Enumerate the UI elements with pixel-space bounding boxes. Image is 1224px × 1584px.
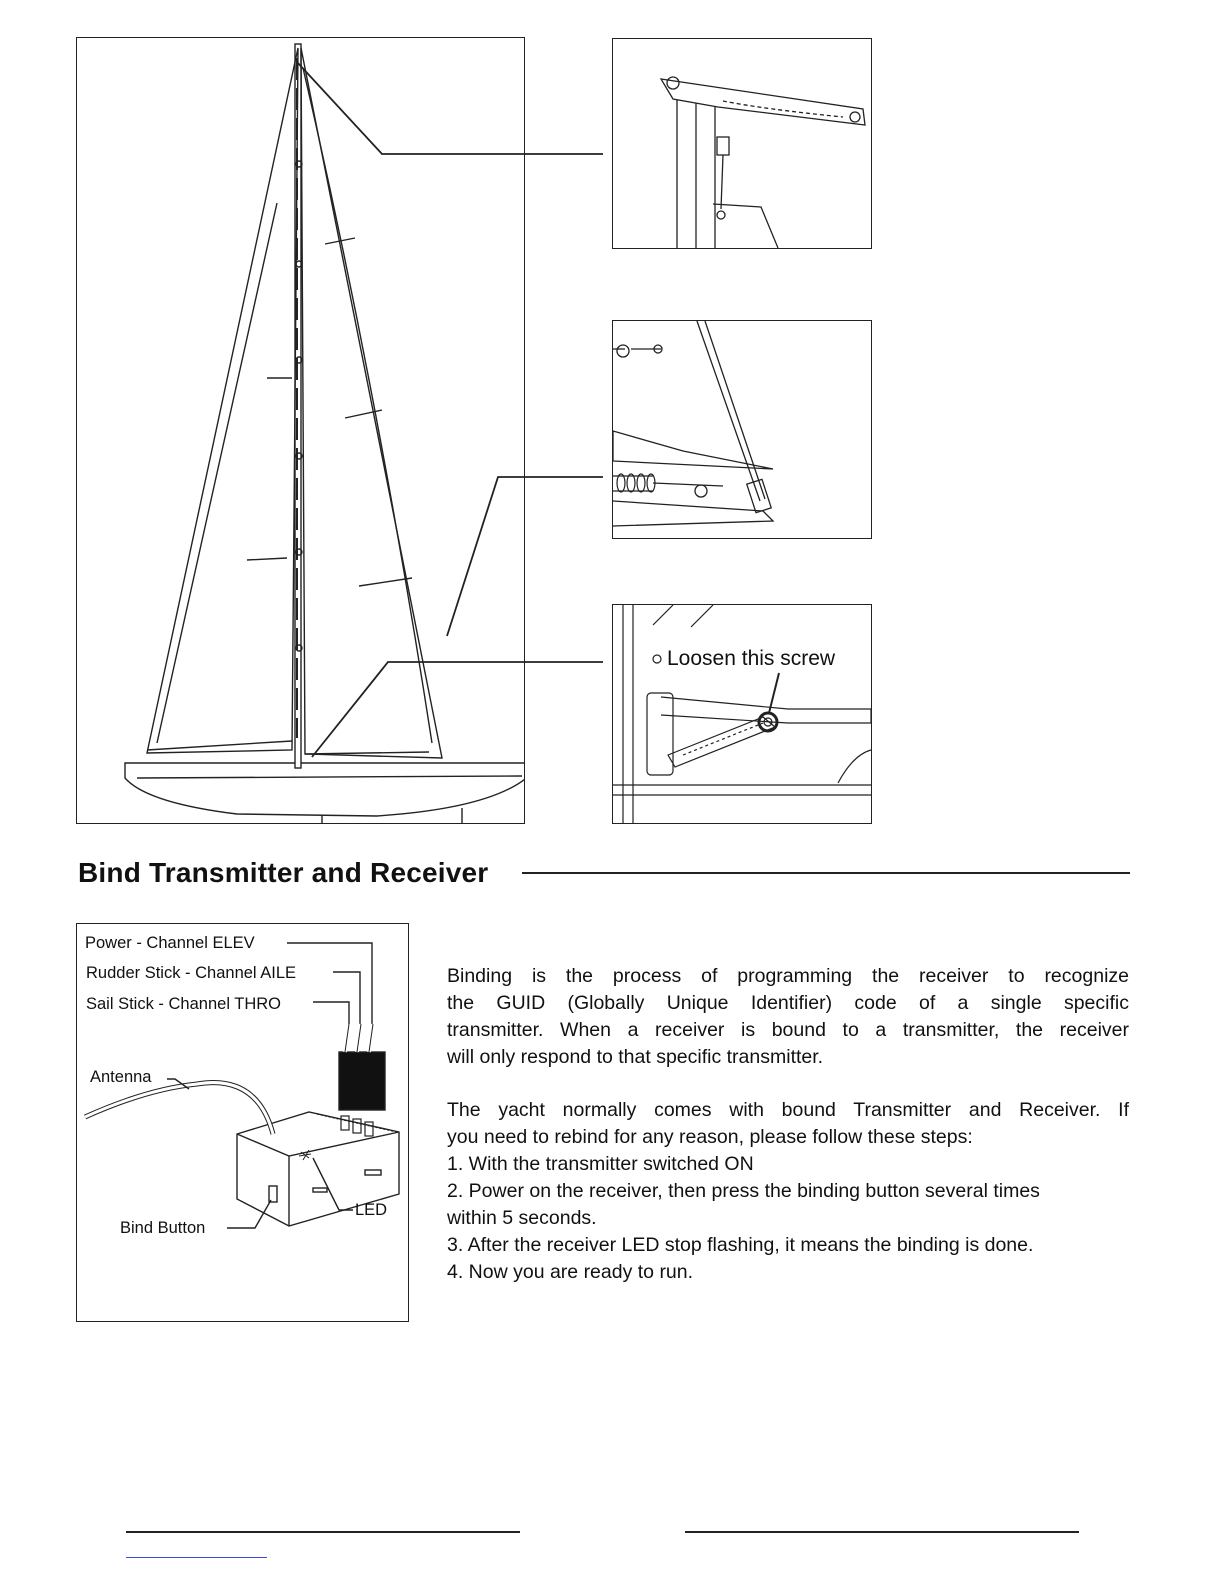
antenna-label: Antenna: [90, 1068, 152, 1086]
footer-rule-left: [126, 1531, 520, 1533]
rigging-detail: [613, 321, 871, 538]
binding-step-4: 4. Now you are ready to run.: [447, 1261, 694, 1283]
section-title: Bind Transmitter and Receiver: [78, 857, 489, 888]
boom-fitting-detail: [613, 605, 871, 823]
led-label: LED: [355, 1201, 388, 1219]
power-channel-label: Power - Channel ELEV: [85, 934, 255, 952]
binding-step-1: 1. With the transmitter switched ON: [447, 1153, 754, 1175]
detail-figure-bottom: [612, 604, 872, 824]
sail-channel-label: Sail Stick - Channel THRO: [86, 995, 282, 1013]
binding-intro-line-1: Binding is the process of programming the receiver to recognize: [447, 965, 1129, 987]
rudder-channel-label: Rudder Stick - Channel AILE: [86, 964, 297, 982]
footer-link-underline[interactable]: [126, 1557, 267, 1558]
binding-step-2: 2. Power on the receiver, then press the binding button several times: [447, 1180, 1040, 1202]
detail-figure-middle: [612, 320, 872, 539]
binding-note-line-2: you need to rebind for any reason, please follow these steps:: [447, 1126, 973, 1148]
bind-button-label: Bind Button: [120, 1219, 206, 1237]
mast-head-detail: [613, 39, 871, 248]
binding-step-3: 3. After the receiver LED stop flashing, it means the binding is done.: [447, 1234, 1034, 1256]
footer-rule-right: [685, 1531, 1079, 1533]
receiver-diagram-panel: [76, 923, 409, 1322]
binding-note-line-1: The yacht normally comes with bound Transmitter and Receiver. If: [447, 1099, 1129, 1121]
detail-figure-top: [612, 38, 872, 249]
loosen-screw-callout: Loosen this screw: [667, 647, 836, 670]
binding-intro-line-2: the GUID (Globally Unique Identifier) code of a single specific: [447, 992, 1129, 1014]
receiver-illustration: [77, 924, 408, 1321]
binding-intro-line-3: transmitter. When a receiver is bound to a transmitter, the receiver: [447, 1019, 1129, 1041]
binding-intro-line-4: will only respond to that specific transmitter.: [447, 1046, 824, 1068]
binding-step-2-cont: within 5 seconds.: [447, 1207, 597, 1229]
section-title-rule: [522, 872, 1130, 874]
